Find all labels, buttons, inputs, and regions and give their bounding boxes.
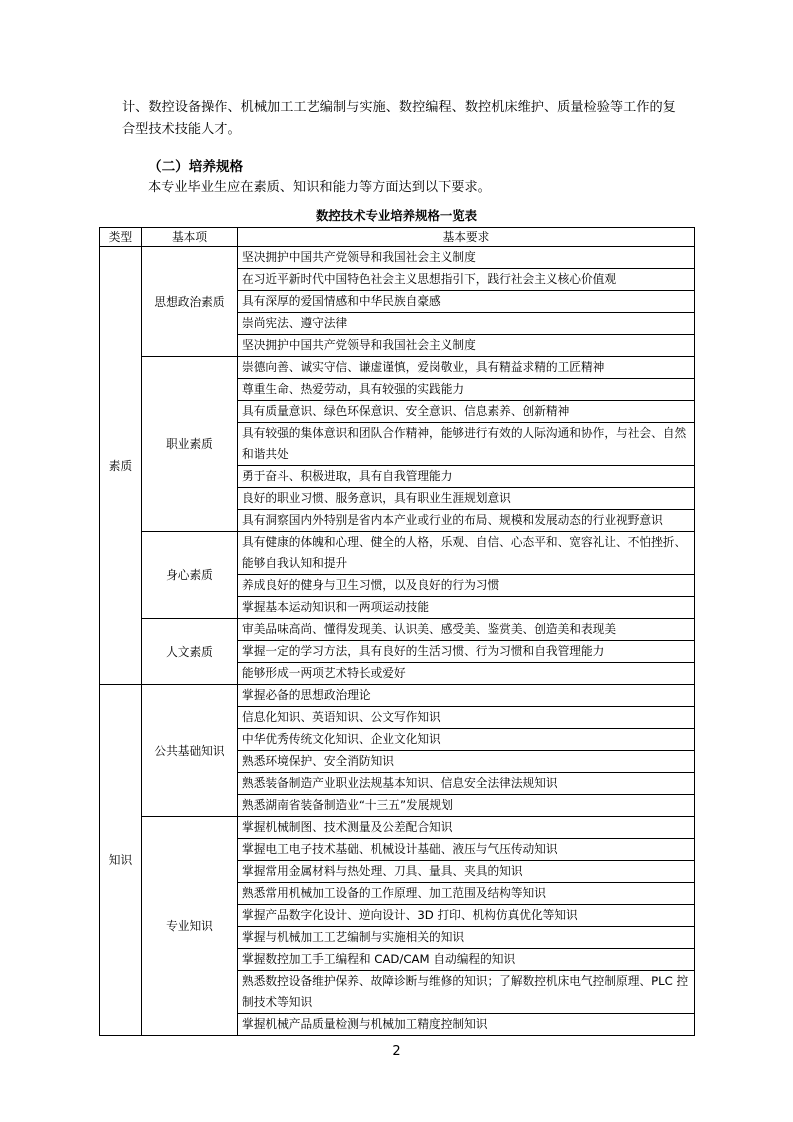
- type-cell: 知识: [100, 685, 142, 1036]
- requirement-cell: 良好的职业习惯、服务意识，具有职业生涯规划意识: [238, 488, 695, 510]
- requirement-cell: 审美品味高尚、懂得发现美、认识美、感受美、鉴赏美、创造美和表现美: [238, 619, 695, 641]
- lead-paragraph: 本专业毕业生应在素质、知识和能力等方面达到以下要求。: [148, 180, 491, 195]
- requirement-cell: 坚决拥护中国共产党领导和我国社会主义制度: [238, 335, 695, 357]
- requirement-cell: 熟悉数控设备维护保养、故障诊断与维修的知识；了解数控机床电气控制原理、PLC 控制技术等知识: [238, 971, 695, 1014]
- item-cell: 身心素质: [142, 532, 238, 619]
- table-row: [100, 685, 695, 707]
- requirement-cell: 掌握与机械加工工艺编制与实施相关的知识: [238, 927, 695, 949]
- table-row: [100, 247, 695, 269]
- table-caption: 数控技术专业培养规格一览表: [315, 208, 478, 223]
- item-cell: 思想政治素质: [142, 247, 238, 357]
- requirement-cell: 尊重生命、热爱劳动，具有较强的实践能力: [238, 379, 695, 401]
- table-row: [100, 532, 695, 575]
- requirement-cell: 能够形成一两项艺术特长或爱好: [238, 663, 695, 685]
- table-row: [100, 619, 695, 641]
- requirement-cell: 在习近平新时代中国特色社会主义思想指引下，践行社会主义核心价值观: [238, 269, 695, 291]
- item-cell: 人文素质: [142, 619, 238, 685]
- page-number: 2: [392, 1044, 401, 1059]
- item-cell: 公共基础知识: [142, 685, 238, 817]
- header-requirement: 基本要求: [238, 228, 695, 247]
- requirement-cell: 崇德向善、诚实守信、谦虚谨慎，爱岗敬业，具有精益求精的工匠精神: [238, 357, 695, 379]
- table-row: [100, 357, 695, 379]
- section-title: （二）培养规格: [148, 159, 244, 175]
- requirement-cell: 具有质量意识、绿色环保意识、安全意识、信息素养、创新精神: [238, 401, 695, 423]
- table-body: [100, 247, 695, 1036]
- requirement-cell: 熟悉湖南省装备制造业“十三五”发展规划: [238, 795, 695, 817]
- header-item: 基本项: [142, 228, 238, 247]
- requirement-cell: 具有洞察国内外特别是省内本产业或行业的布局、规模和发展动态的行业视野意识: [238, 510, 695, 532]
- requirement-cell: 坚决拥护中国共产党领导和我国社会主义制度: [238, 247, 695, 269]
- item-cell: 职业素质: [142, 357, 238, 532]
- requirement-cell: 熟悉环境保护、安全消防知识: [238, 751, 695, 773]
- requirement-cell: 掌握机械制图、技术测量及公差配合知识: [238, 817, 695, 839]
- requirement-cell: 崇尚宪法、遵守法律: [238, 313, 695, 335]
- requirement-cell: 勇于奋斗、积极进取，具有自我管理能力: [238, 466, 695, 488]
- requirement-cell: 掌握基本运动知识和一两项运动技能: [238, 597, 695, 619]
- requirement-cell: 养成良好的健身与卫生习惯，以及良好的行为习惯: [238, 575, 695, 597]
- requirement-cell: 信息化知识、英语知识、公文写作知识: [238, 707, 695, 729]
- specification-table: [99, 227, 695, 1036]
- table-row: [100, 817, 695, 839]
- requirement-cell: 具有深厚的爱国情感和中华民族自豪感: [238, 291, 695, 313]
- header-type: 类型: [100, 228, 142, 247]
- requirement-cell: 熟悉装备制造产业职业法规基本知识、信息安全法律法规知识: [238, 773, 695, 795]
- requirement-cell: 具有健康的体魄和心理、健全的人格，乐观、自信、心态平和、宽容礼让、不怕挫折、能够自我认知和提升: [238, 532, 695, 575]
- requirement-cell: 具有较强的集体意识和团队合作精神，能够进行有效的人际沟通和协作，与社会、自然和谐共处: [238, 423, 695, 466]
- requirement-cell: 掌握电工电子技术基础、机械设计基础、液压与气压传动知识: [238, 839, 695, 861]
- requirement-cell: 掌握产品数字化设计、逆向设计、3D 打印、机构仿真优化等知识: [238, 905, 695, 927]
- requirement-cell: 中华优秀传统文化知识、企业文化知识: [238, 729, 695, 751]
- requirement-cell: 掌握一定的学习方法，具有良好的生活习惯、行为习惯和自我管理能力: [238, 641, 695, 663]
- item-cell: 专业知识: [142, 817, 238, 1036]
- requirement-cell: 掌握必备的思想政治理论: [238, 685, 695, 707]
- requirement-cell: 掌握机械产品质量检测与机械加工精度控制知识: [238, 1014, 695, 1036]
- requirement-cell: 掌握常用金属材料与热处理、刀具、量具、夹具的知识: [238, 861, 695, 883]
- type-cell: 素质: [100, 247, 142, 685]
- intro-paragraph: 计、数控设备操作、机械加工工艺编制与实施、数控编程、数控机床维护、质量检验等工作的复合型技术技能人才。: [122, 100, 676, 137]
- requirement-cell: 掌握数控加工手工编程和 CAD/CAM 自动编程的知识: [238, 949, 695, 971]
- table-header-row: [100, 228, 695, 247]
- requirement-cell: 熟悉常用机械加工设备的工作原理、加工范围及结构等知识: [238, 883, 695, 905]
